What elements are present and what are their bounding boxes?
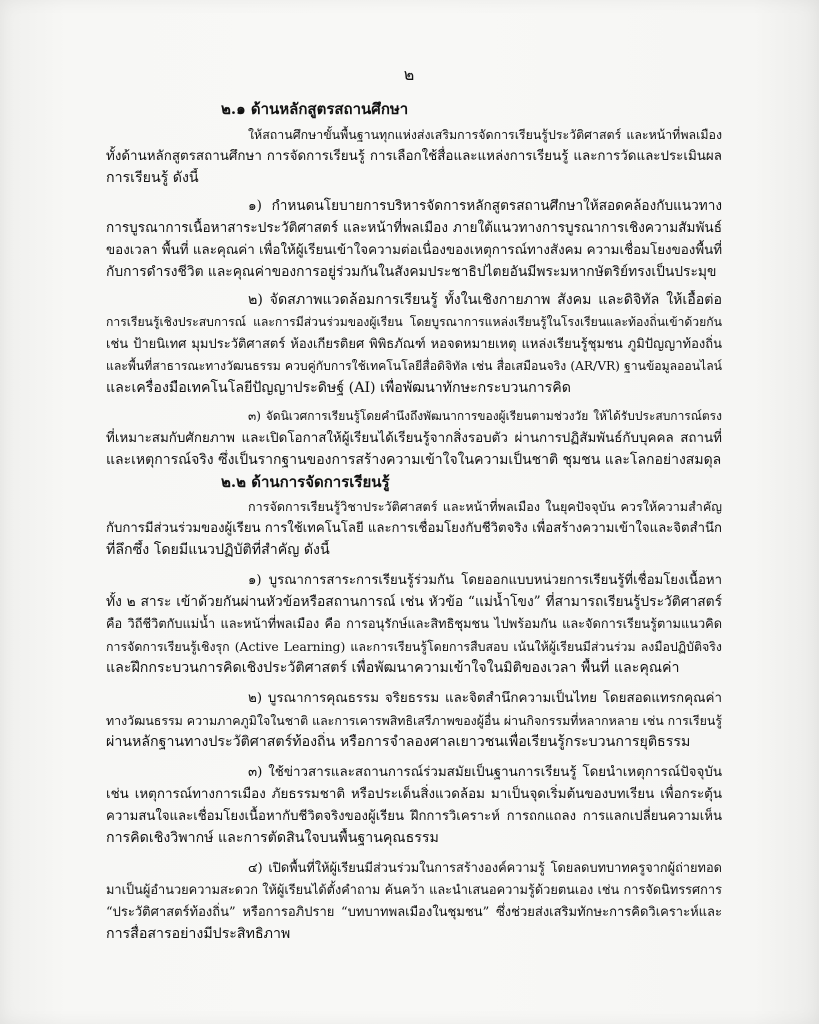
list-item-line: และเครื่องมือเทคโนโลยีปัญญาประดิษฐ์ (AI) เพื่อพัฒนาทักษะกระบวนการคิด <box>106 380 571 396</box>
list-item-line: มาเป็นผู้อำนวยความสะดวก ให้ผู้เรียนได้ตั้งคำถาม ค้นคว้า และนำเสนอความรู้ด้วยตนเอง เช่น การจัดนิทรรศการ <box>106 883 722 898</box>
list-item-line: ความสนใจและเชื่อมโยงเนื้อหากับชีวิตจริงของผู้เรียน ฝึกการวิเคราะห์ การถกแถลง การแลกเปลี่ยนความเห็น <box>106 809 722 824</box>
list-item-line: กับการดำรงชีวิต และคุณค่าของการอยู่ร่วมกันในสังคมประชาธิปไตยอันมีพระมหากษัตริย์ทรงเป็นประมุข <box>106 264 717 280</box>
list-item-line: “ประวัติศาสตร์ท้องถิ่น” หรือการอภิปราย “บทบาทพลเมืองในชุมชน” ซึ่งช่วยส่งเสริมทักษะการคิดวิเคราะห์และ <box>106 905 722 920</box>
paragraph-line: กับการมีส่วนร่วมของผู้เรียน การใช้เทคโนโลยี และการเชื่อมโยงกับชีวิตจริง เพื่อสร้างความเข้าใจและจิตสำนึก <box>106 521 722 536</box>
list-item-line: และเหตุการณ์จริง ซึ่งเป็นรากฐานของการสร้างความเข้าใจในความเป็นชาติ ชุมชน และโลกอย่างสมดุล <box>106 452 722 468</box>
list-item-line: ๒) จัดสภาพแวดล้อมการเรียนรู้ ทั้งในเชิงกายภาพ สังคม และดิจิทัล ให้เอื้อต่อ <box>248 292 722 308</box>
list-item-line: ๓) จัดนิเวศการเรียนรู้โดยคำนึงถึงพัฒนาการของผู้เรียนตามช่วงวัย ให้ได้รับประสบการณ์ตรง <box>248 409 722 423</box>
list-item-line: การเรียนรู้เชิงประสบการณ์ และการมีส่วนร่วมของผู้เรียน โดยบูรณาการแหล่งเรียนรู้ในโรงเรียนและท้องถิ่นเข้าด้วยกัน <box>106 315 722 329</box>
section-heading: ๒.๒ ด้านการจัดการเรียนรู้ <box>221 473 390 491</box>
list-item-line: เช่น ป้ายนิเทศ มุมประวัติศาสตร์ ห้องเกียรติยศ พิพิธภัณฑ์ หอจดหมายเหตุ แหล่งเรียนรู้ชุมชน ภูมิปัญญาท้องถิ่น <box>106 337 722 352</box>
list-item-line: การคิดเชิงวิพากษ์ และการตัดสินใจบนพื้นฐานคุณธรรม <box>106 830 439 846</box>
paragraph-line: การเรียนรู้ ดังนี้ <box>106 170 199 186</box>
list-item-line: ๓) ใช้ข่าวสารและสถานการณ์ร่วมสมัยเป็นฐานการเรียนรู้ โดยนำเหตุการณ์ปัจจุบัน <box>248 765 722 780</box>
list-item-line: ที่เหมาะสมกับศักยภาพ และเปิดโอกาสให้ผู้เรียนได้เรียนรู้จากสิ่งรอบตัว ผ่านการปฏิสัมพันธ์กับบุคคล สถานที่ <box>106 431 722 446</box>
list-item-line: ๑) กำหนดนโยบายการบริหารจัดการหลักสูตรสถานศึกษาให้สอดคล้องกับแนวทาง <box>248 198 722 214</box>
list-item-line: การบูรณาการเนื้อหาสาระประวัติศาสตร์ และหน้าที่พลเมือง ภายใต้แนวทางการบูรณาการเชิงความสัมพันธ์ <box>106 220 722 236</box>
paragraph-line: การจัดการเรียนรู้วิชาประวัติศาสตร์ และหน้าที่พลเมือง ในยุคปัจจุบัน ควรให้ความสำคัญ <box>248 499 722 514</box>
list-item-line: ผ่านหลักฐานทางประวัติศาสตร์ท้องถิ่น หรือการจำลองศาลเยาวชนเพื่อเรียนรู้กระบวนการยุติธรรม <box>106 734 691 750</box>
list-item-line: ทั้ง ๒ สาระ เข้าด้วยกันผ่านหัวข้อหรือสถานการณ์ เช่น หัวข้อ “แม่น้ำโขง” ที่สามารถเรียนรู้ประวัติศาสตร์ <box>106 594 722 610</box>
page-number: ๒ <box>403 65 416 84</box>
list-item-line: ๒) บูรณาการคุณธรรม จริยธรรม และจิตสำนึกความเป็นไทย โดยสอดแทรกคุณค่า <box>248 691 722 706</box>
list-item-line: ทางวัฒนธรรม ความภาคภูมิใจในชาติ และการเคารพสิทธิเสรีภาพของผู้อื่น ผ่านกิจกรรมที่หลากหลาย เช่น การเรียนรู้ <box>106 713 722 728</box>
paragraph-line: ทั้งด้านหลักสูตรสถานศึกษา การจัดการเรียนรู้ การเลือกใช้สื่อและแหล่งการเรียนรู้ และการวัดและประเมินผล <box>106 149 722 164</box>
paragraph-line: ที่ลึกซึ้ง โดยมีแนวปฏิบัติที่สำคัญ ดังนี้ <box>106 542 330 558</box>
list-item-line: เช่น เหตุการณ์ทางการเมือง ภัยธรรมชาติ หรือประเด็นสิ่งแวดล้อม มาเป็นจุดเริ่มต้นของบทเรียน เพื่อกระตุ้น <box>106 787 722 802</box>
paragraph-line: ให้สถานศึกษาขั้นพื้นฐานทุกแห่งส่งเสริมการจัดการเรียนรู้ประวัติศาสตร์ และหน้าที่พลเมือง <box>248 127 722 142</box>
list-item-line: ๑) บูรณาการสาระการเรียนรู้ร่วมกัน โดยออกแบบหน่วยการเรียนรู้ที่เชื่อมโยงเนื้อหา <box>248 573 722 588</box>
list-item-line: การสื่อสารอย่างมีประสิทธิภาพ <box>106 926 291 942</box>
list-item-line: และฝึกกระบวนการคิดเชิงประวัติศาสตร์ เพื่อพัฒนาความเข้าใจในมิติของเวลา พื้นที่ และคุณค่า <box>106 660 680 676</box>
section-heading: ๒.๑ ด้านหลักสูตรสถานศึกษา <box>221 100 409 118</box>
list-item-line: การจัดการเรียนรู้เชิงรุก (Active Learning) และการเรียนรู้โดยการสืบสอบ เน้นให้ผู้เรียนมีส่วนร่วม ลงมือปฏิบัติจริง <box>106 639 722 654</box>
list-item-line: ๔) เปิดพื้นที่ให้ผู้เรียนมีส่วนร่วมในการสร้างองค์ความรู้ โดยลดบทบาทครูจากผู้ถ่ายทอด <box>248 861 722 876</box>
list-item-line: และพื้นที่สาธารณะทางวัฒนธรรม ควบคู่กับการใช้เทคโนโลยีสื่อดิจิทัล เช่น สื่อเสมือนจริง (AR/VR) ฐานข้อมูลออนไลน์ <box>106 359 722 373</box>
list-item-line: คือ วิถีชีวิตกับแม่น้ำ และหน้าที่พลเมือง คือ การอนุรักษ์และสิทธิชุมชน ไปพร้อมกัน และจัดการเรียนรู้ตามแนวคิด <box>106 617 722 632</box>
list-item-line: ของเวลา พื้นที่ และคุณค่า เพื่อให้ผู้เรียนเข้าใจความต่อเนื่องของเหตุการณ์ทางสังคม ความเชื่อมโยงของพื้นที่ <box>106 243 722 258</box>
